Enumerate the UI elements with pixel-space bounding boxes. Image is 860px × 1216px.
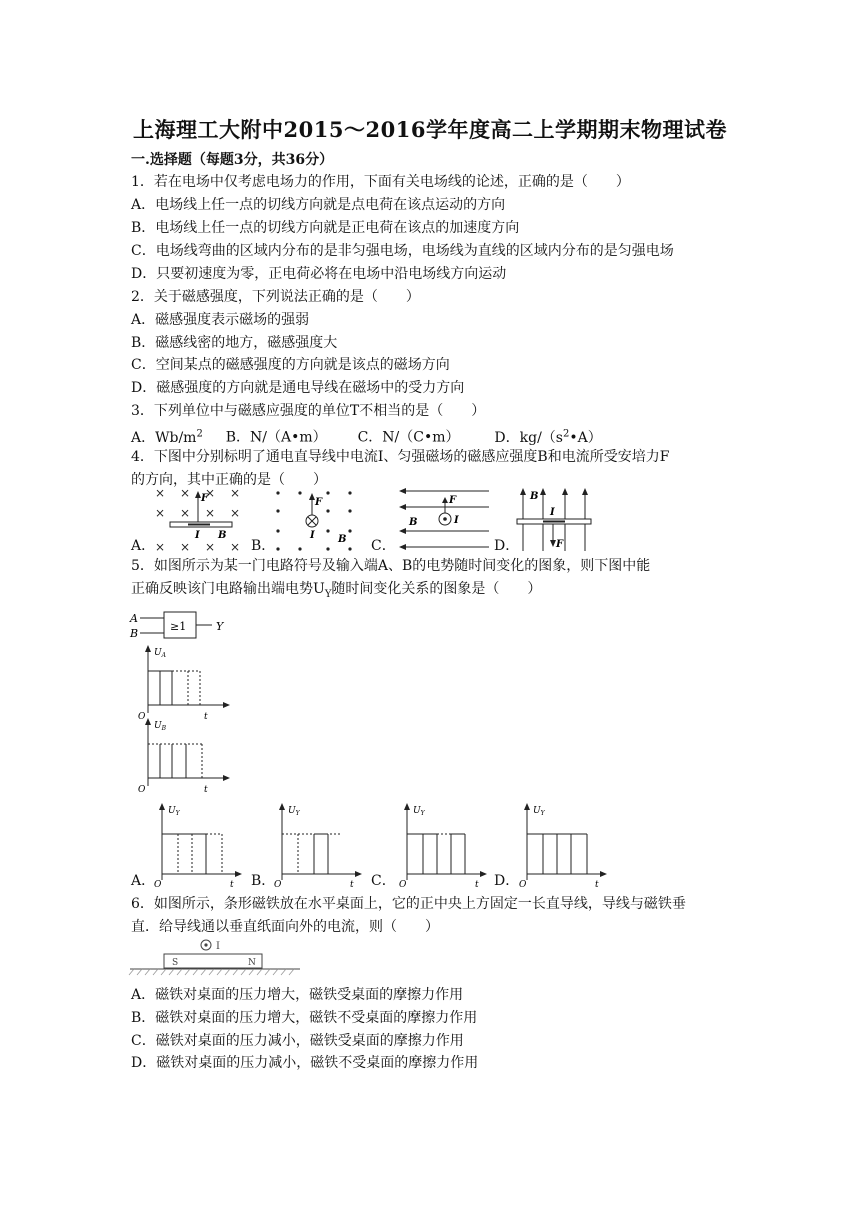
q3-option-a: A．$Wb/m^2$ — [131, 428, 203, 446]
q1-stem: 1．若在电场中仅考虑电场力的作用，下面有关电场线的论述，正确的是（ ） — [131, 174, 630, 190]
q5-label-d: D． — [494, 873, 520, 889]
fig-d-i: I — [550, 507, 555, 518]
svg-text:×: × — [155, 486, 166, 500]
svg-text:×: × — [205, 506, 216, 520]
q6-option-c: C．磁铁对桌面的压力减小，磁铁受桌面的摩擦力作用 — [131, 1033, 464, 1049]
svg-text:UY: $U_Y$ — [413, 806, 425, 817]
q5-option-graph-a — [150, 800, 250, 890]
fig-b-b: B — [338, 534, 347, 545]
svg-text:UY: $U_Y$ — [168, 806, 180, 817]
q2-stem: 2．关于磁感强度，下列说法正确的是（ ） — [131, 289, 420, 305]
fig-d-f: F — [556, 539, 564, 550]
q6-stem-line1: 6．如图所示，条形磁铁放在水平桌面上，它的正中央上方固定一长直导线，导线与磁铁垂 — [131, 896, 686, 912]
q1-option-c: C．电场线弯曲的区域内分布的是非匀强电场，电场线为直线的区域内分布的是匀强电场 — [131, 243, 674, 259]
ua-axis-label: $U_A$ — [154, 648, 166, 659]
q5-option-graph-d — [515, 800, 615, 890]
q1-option-b: B．电场线上任一点的切线方向就是正电荷在该点的加速度方向 — [131, 220, 520, 236]
svg-text:t: t — [350, 880, 354, 890]
q5-label-b: B． — [251, 873, 276, 889]
q3-stem: 3．下列单位中与磁感应强度的单位T不相当的是（ ） — [131, 403, 486, 419]
svg-text:×: × — [230, 540, 241, 554]
fig-b-f: F — [315, 497, 323, 508]
q6-pole-s: S — [172, 958, 179, 968]
svg-text:×: × — [180, 540, 191, 554]
q6-option-a: A．磁铁对桌面的压力增大，磁铁受桌面的摩擦力作用 — [131, 987, 464, 1003]
q4-figure-c — [395, 485, 495, 555]
svg-text:×: × — [205, 540, 216, 554]
svg-text:UY: $U_Y$ — [533, 806, 545, 817]
fig-c-f: F — [449, 495, 457, 506]
q4-stem-line2: 的方向，其中正确的是（ ） — [131, 472, 327, 488]
svg-text:t: t — [475, 880, 479, 890]
svg-text:×: × — [230, 486, 241, 500]
q6-pole-n: N — [248, 958, 256, 968]
q3-option-c: C．N/（C•m） — [357, 429, 460, 446]
q5-stem-line2: 正确反映该门电路输出端电势$U_Y$随时间变化关系的图象是（ ） — [131, 581, 542, 600]
q1-option-d: D．只要初速度为零，正电荷必将在电场中沿电场线方向运动 — [131, 266, 507, 282]
q5-label-c: C． — [371, 873, 396, 889]
q3-options — [131, 425, 602, 447]
svg-text:×: × — [155, 540, 166, 554]
q6-stem-line2: 直．给导线通以垂直纸面向外的电流，则（ ） — [131, 919, 439, 935]
fig-a-i: I — [195, 530, 200, 541]
q4-label-c: C． — [371, 538, 396, 554]
section-heading: 一.选择题（每题3分，共36分） — [131, 152, 334, 168]
q6-magnet-figure — [128, 938, 308, 980]
q5-option-graph-c — [395, 800, 495, 890]
ub-t: t — [204, 785, 208, 794]
svg-text:×: × — [205, 486, 216, 500]
q6-option-d: D．磁铁对桌面的压力减小，磁铁不受桌面的摩擦力作用 — [131, 1055, 479, 1071]
q4-label-a: A． — [131, 538, 156, 554]
q5-label-a: A． — [131, 873, 156, 889]
svg-text:O: O — [154, 880, 162, 890]
q6-option-b: B．磁铁对桌面的压力增大，磁铁不受桌面的摩擦力作用 — [131, 1010, 478, 1026]
svg-text:×: × — [230, 506, 241, 520]
gate-input-a: A — [130, 612, 138, 625]
gate-symbol: ≥1 — [170, 620, 187, 633]
ub-axis-label: $U_B$ — [154, 721, 167, 732]
svg-text:×: × — [180, 486, 191, 500]
q6-current-label: I — [216, 941, 220, 952]
q3-option-b: B．N/（A•m） — [225, 429, 327, 446]
q2-option-b: B．磁感线密的地方，磁感强度大 — [131, 335, 338, 351]
q5-logic-gate — [128, 608, 238, 643]
q1-option-a: A．电场线上任一点的切线方向就是点电荷在该点运动的方向 — [131, 197, 506, 213]
q2-option-d: D．磁感强度的方向就是通电导线在磁场中的受力方向 — [131, 380, 465, 396]
q2-option-c: C．空间某点的磁感强度的方向就是该点的磁场方向 — [131, 357, 450, 373]
fig-c-b: B — [409, 517, 418, 528]
fig-a-b: B — [218, 530, 227, 541]
fig-a-f: F — [201, 493, 209, 504]
fig-c-i: I — [454, 515, 459, 526]
q5-graph-ua — [136, 643, 236, 721]
ua-origin: O — [138, 712, 146, 721]
q4-figure-b — [270, 485, 360, 555]
svg-text:O: O — [519, 880, 527, 890]
q5-option-graph-b — [270, 800, 370, 890]
gate-input-b: B — [130, 627, 139, 640]
svg-text:t: t — [595, 880, 599, 890]
fig-b-i: I — [310, 530, 315, 541]
svg-text:t: t — [230, 880, 234, 890]
svg-text:×: × — [155, 506, 166, 520]
q3-option-d: D．$kg/(s^2•A)$ — [494, 428, 602, 446]
svg-text:O: O — [399, 880, 407, 890]
exam-title: 上海理工大附中2015～2016学年度高二上学期期末物理试卷 — [133, 117, 727, 142]
fig-d-b: B — [530, 491, 539, 502]
q4-figure-d — [515, 485, 595, 555]
ua-t: t — [204, 712, 208, 721]
gate-output-y: Y — [216, 620, 224, 633]
q4-label-b: B． — [251, 538, 276, 554]
svg-text:O: O — [274, 880, 282, 890]
ub-origin: O — [138, 785, 146, 794]
q5-graph-ub — [136, 716, 236, 794]
q4-figure-a — [150, 485, 250, 555]
q4-stem-line1: 4．下图中分别标明了通电直导线中电流I、匀强磁场的磁感应强度B和电流所受安培力F — [131, 449, 670, 465]
q4-label-d: D． — [494, 538, 520, 554]
svg-text:×: × — [180, 506, 191, 520]
q2-option-a: A．磁感强度表示磁场的强弱 — [131, 312, 310, 328]
svg-text:UY: $U_Y$ — [288, 806, 300, 817]
q5-stem-line1: 5．如图所示为某一门电路符号及输入端A、B的电势随时间变化的图象，则下图中能 — [131, 558, 651, 574]
